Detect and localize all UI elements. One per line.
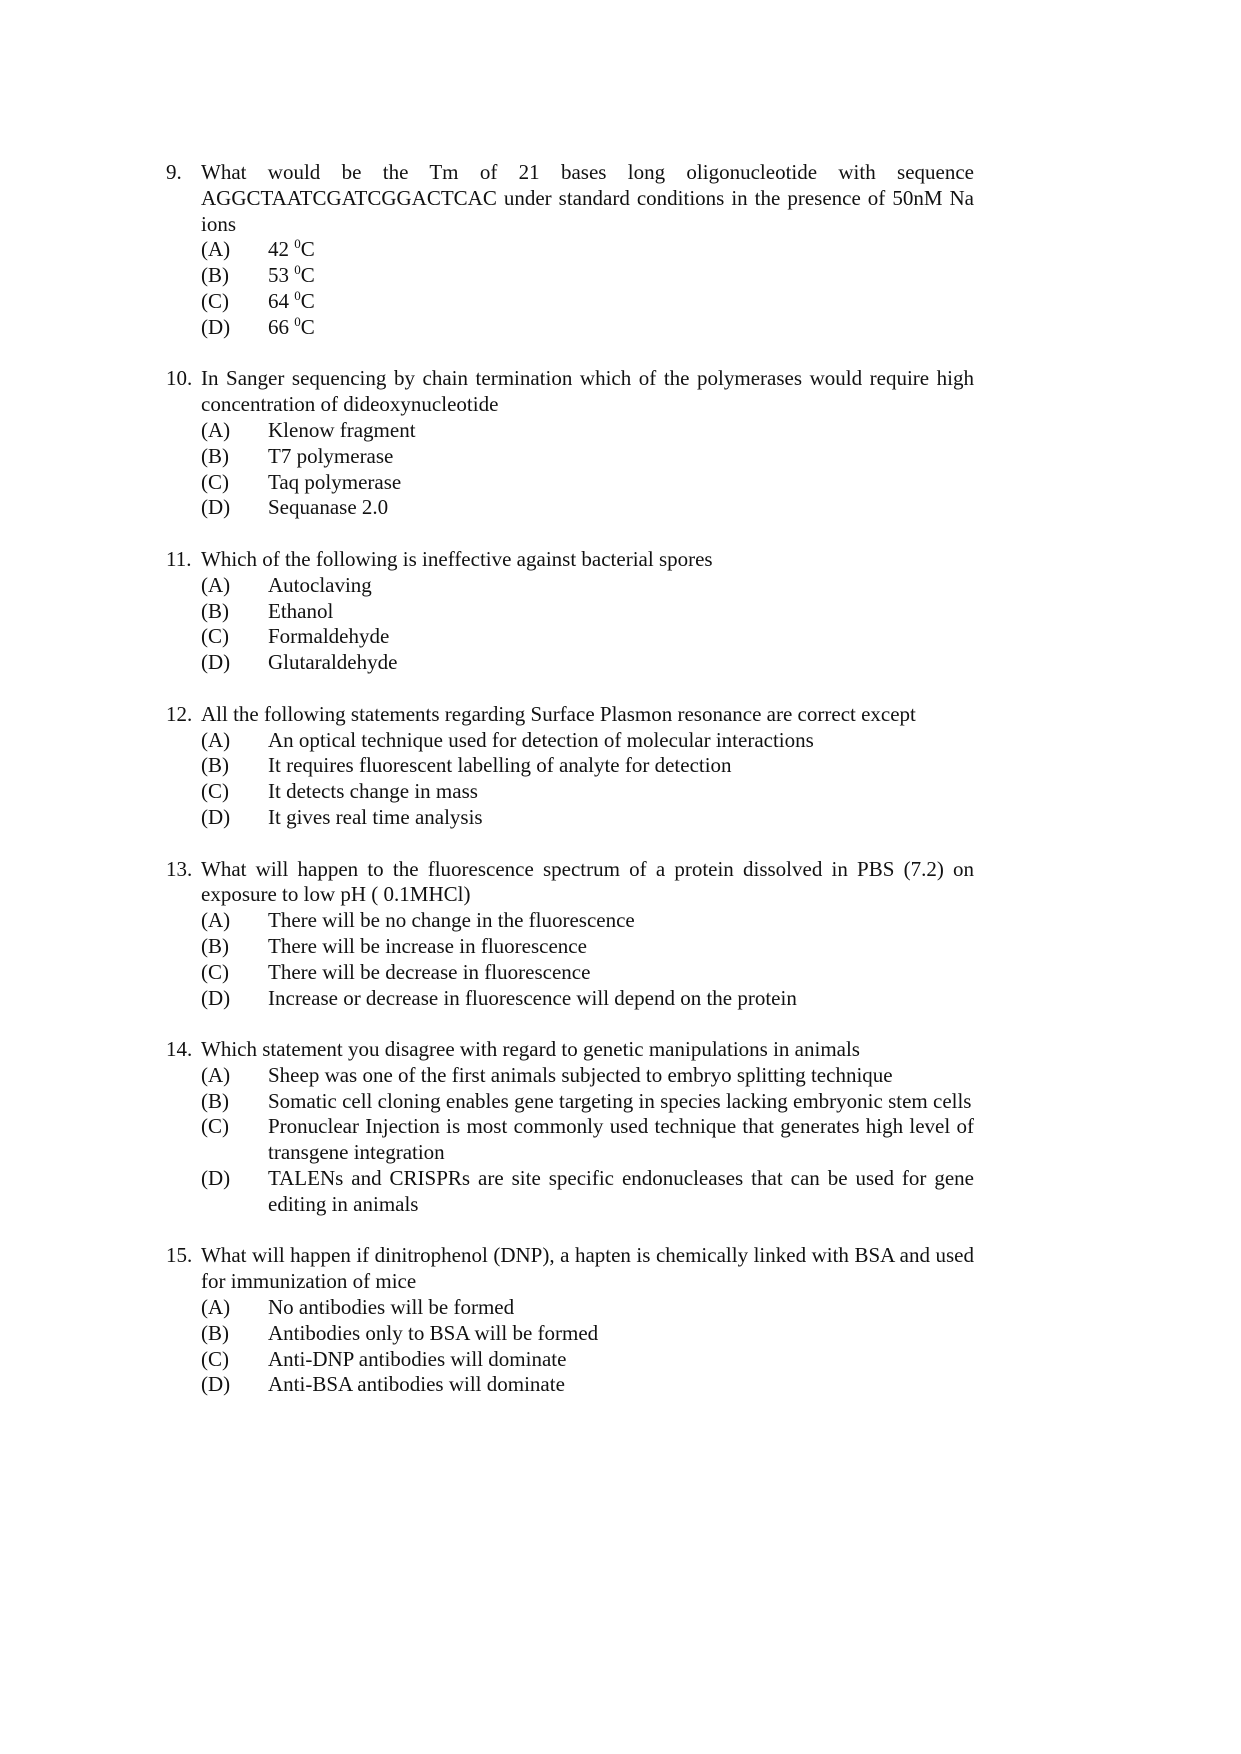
option-value: 64	[268, 288, 289, 313]
option-text: Increase or decrease in fluorescence will depend on the protein	[268, 985, 797, 1010]
option-label: (A)	[201, 727, 231, 752]
question-number: 10.	[166, 366, 193, 391]
option-b[interactable]	[201, 263, 974, 289]
option-label: (C)	[201, 624, 229, 649]
option-a[interactable]	[201, 908, 974, 934]
option-label: (C)	[201, 1346, 229, 1371]
option-list	[201, 908, 974, 1011]
option-label: (B)	[201, 753, 229, 778]
option-d[interactable]	[201, 650, 974, 676]
option-text: Sheep was one of the first animals subjected to embryo splitting technique	[268, 1062, 893, 1087]
question-number: 14.	[166, 1037, 193, 1062]
option-label: (D)	[201, 985, 231, 1010]
option-text: Formaldehyde	[268, 624, 390, 649]
option-b[interactable]	[201, 753, 974, 779]
option-superscript: 0	[294, 262, 301, 278]
option-list	[201, 237, 974, 340]
question-12	[166, 702, 974, 831]
question-11	[166, 547, 974, 676]
question-9	[166, 160, 974, 341]
question-text: Which of the following is ineffective against bacterial spores	[201, 546, 713, 571]
option-text: An optical technique used for detection of molecular interactions	[268, 727, 814, 752]
option-label: (A)	[201, 572, 231, 597]
option-label: (D)	[201, 1372, 231, 1397]
option-d[interactable]	[201, 315, 974, 341]
question-text: What will happen if dinitrophenol (DNP), a hapten is chemically linked with BSA and used for immunization of mice	[201, 1243, 974, 1294]
option-a[interactable]	[201, 573, 974, 599]
option-text: There will be no change in the fluorescence	[268, 908, 635, 933]
option-text: It requires fluorescent labelling of analyte for detection	[268, 753, 732, 778]
option-label: (A)	[201, 908, 231, 933]
option-text: Antibodies only to BSA will be formed	[268, 1320, 599, 1345]
option-label: (B)	[201, 1320, 229, 1345]
option-a[interactable]	[201, 237, 974, 263]
option-c[interactable]	[201, 624, 974, 650]
option-b[interactable]	[201, 1089, 974, 1115]
question-13	[166, 857, 974, 1012]
option-text	[268, 237, 974, 263]
option-text: Glutaraldehyde	[268, 650, 398, 675]
option-text: Sequanase 2.0	[268, 495, 389, 520]
option-d[interactable]	[201, 1372, 974, 1398]
question-number: 12.	[166, 701, 193, 726]
option-text: T7 polymerase	[268, 443, 394, 468]
option-list	[201, 418, 974, 521]
question-text: What will happen to the fluorescence spectrum of a protein dissolved in PBS (7.2) on exposure to low pH ( 0.1MHCl)	[201, 856, 974, 907]
option-label: (B)	[201, 598, 229, 623]
option-c[interactable]	[201, 1347, 974, 1373]
option-label: (C)	[201, 288, 229, 313]
option-superscript: 0	[294, 236, 301, 252]
option-value: 66	[268, 314, 289, 339]
option-list	[201, 1295, 974, 1398]
option-label: (B)	[201, 443, 229, 468]
question-text: In Sanger sequencing by chain termination which of the polymerases would require high concentration of dideoxynucleotide	[201, 366, 974, 417]
option-value: 53	[268, 263, 289, 288]
option-label: (A)	[201, 417, 231, 442]
option-c[interactable]	[201, 1114, 974, 1166]
option-list	[201, 728, 974, 831]
option-text: Taq polymerase	[268, 469, 402, 494]
option-text: Ethanol	[268, 598, 334, 623]
option-text: It gives real time analysis	[268, 804, 483, 829]
option-a[interactable]	[201, 418, 974, 444]
option-text	[268, 289, 974, 315]
option-text: Anti-BSA antibodies will dominate	[268, 1372, 565, 1397]
option-text: Pronuclear Injection is most commonly used technique that generates high level of transgene integration	[268, 1114, 974, 1165]
question-number: 15.	[166, 1243, 193, 1268]
option-label: (C)	[201, 469, 229, 494]
option-superscript: 0	[294, 313, 301, 329]
option-c[interactable]	[201, 779, 974, 805]
question-text: What would be the Tm of 21 bases long oligonucleotide with sequence AGGCTAATCGATCGGACTCAC under standard conditions in the presence of 50nM Na ions	[201, 160, 974, 236]
option-a[interactable]	[201, 1063, 974, 1089]
option-label: (D)	[201, 1166, 231, 1191]
option-label: (A)	[201, 237, 231, 262]
option-a[interactable]	[201, 728, 974, 754]
option-unit: C	[300, 288, 315, 313]
question-text: All the following statements regarding Surface Plasmon resonance are correct except	[201, 701, 916, 726]
option-label: (D)	[201, 650, 231, 675]
option-text: TALENs and CRISPRs are site specific endonucleases that can be used for gene editing in animals	[268, 1166, 974, 1216]
option-c[interactable]	[201, 470, 974, 496]
question-14	[166, 1037, 974, 1218]
question-page	[166, 160, 974, 1424]
option-unit: C	[300, 237, 315, 262]
option-a[interactable]	[201, 1295, 974, 1321]
option-b[interactable]	[201, 599, 974, 625]
option-text	[268, 263, 974, 289]
option-list	[201, 1063, 974, 1218]
option-b[interactable]	[201, 934, 974, 960]
option-label: (D)	[201, 495, 231, 520]
option-c[interactable]	[201, 960, 974, 986]
option-label: (C)	[201, 959, 229, 984]
question-10	[166, 366, 974, 521]
option-text: It detects change in mass	[268, 779, 478, 804]
question-text: Which statement you disagree with regard to genetic manipulations in animals	[201, 1037, 860, 1062]
option-value: 42	[268, 237, 289, 262]
option-unit: C	[300, 263, 315, 288]
option-text: There will be increase in fluorescence	[268, 933, 587, 958]
option-text: Autoclaving	[268, 572, 372, 597]
option-label: (D)	[201, 804, 231, 829]
question-number: 9.	[166, 160, 182, 184]
option-text	[268, 315, 974, 341]
option-b[interactable]	[201, 444, 974, 470]
option-label: (B)	[201, 1088, 229, 1113]
option-unit: C	[300, 314, 315, 339]
option-c[interactable]	[201, 289, 974, 315]
option-label: (C)	[201, 779, 229, 804]
option-label: (A)	[201, 1062, 231, 1087]
option-label: (C)	[201, 1114, 229, 1139]
option-d[interactable]	[201, 805, 974, 831]
option-label: (A)	[201, 1295, 231, 1320]
option-text: No antibodies will be formed	[268, 1295, 515, 1320]
option-text: Somatic cell cloning enables gene targeting in species lacking embryonic stem cells	[268, 1088, 972, 1113]
option-text: There will be decrease in fluorescence	[268, 959, 591, 984]
option-superscript: 0	[294, 287, 301, 303]
option-label: (B)	[201, 263, 229, 288]
option-d[interactable]	[201, 986, 974, 1012]
option-text: Anti-DNP antibodies will dominate	[268, 1346, 567, 1371]
question-number: 13.	[166, 856, 193, 881]
option-label: (B)	[201, 933, 229, 958]
option-d[interactable]	[201, 1166, 974, 1218]
option-b[interactable]	[201, 1321, 974, 1347]
option-label: (D)	[201, 314, 231, 339]
option-text: Klenow fragment	[268, 417, 416, 442]
option-d[interactable]	[201, 495, 974, 521]
question-number: 11.	[166, 546, 192, 571]
option-list	[201, 573, 974, 676]
question-15	[166, 1243, 974, 1398]
